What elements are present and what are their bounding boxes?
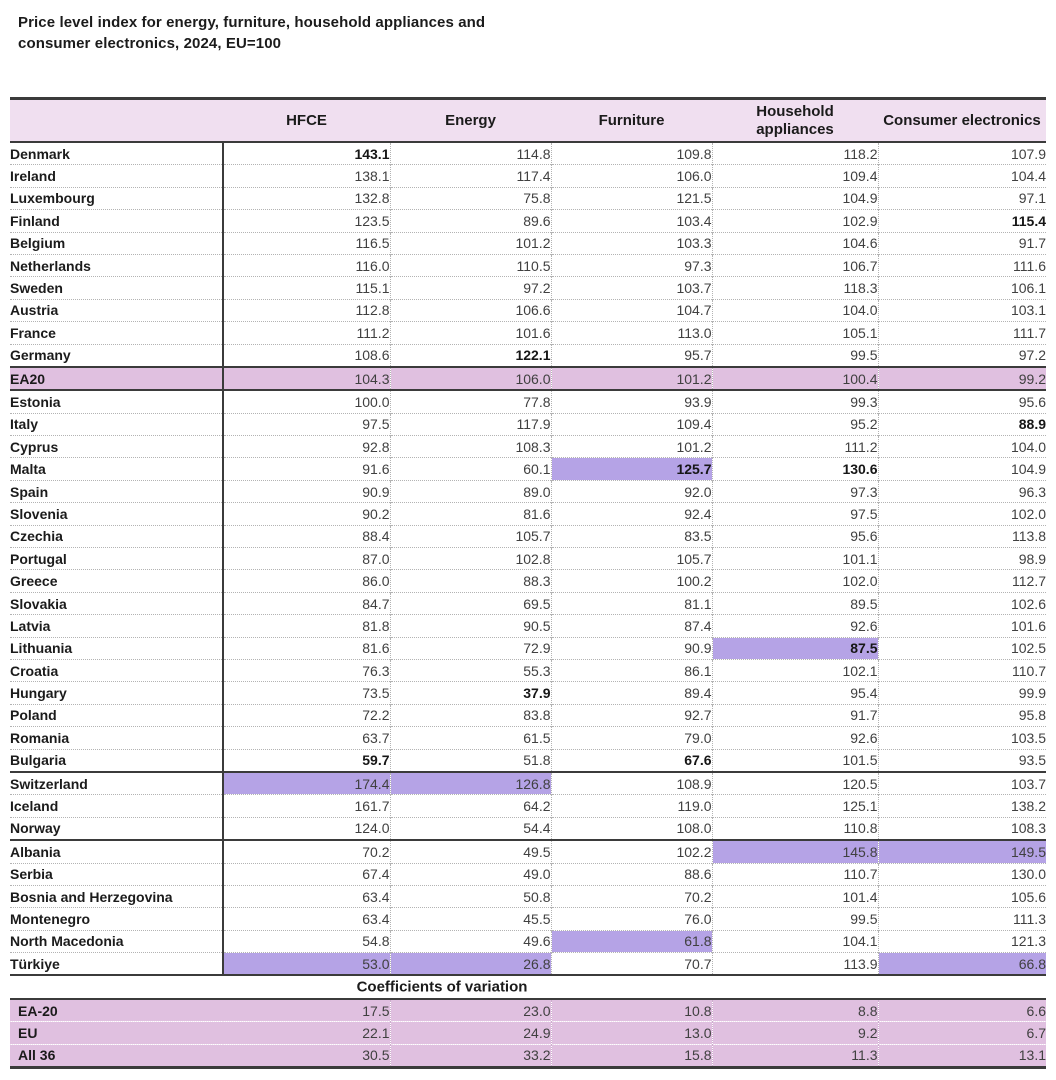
value-cell: 102.2: [551, 840, 712, 863]
country-name: Slovakia: [10, 592, 223, 614]
value-cell: 97.3: [712, 480, 878, 502]
value-cell: 132.8: [223, 187, 390, 209]
table-row-lithuania: [10, 637, 1046, 659]
value-cell: 101.1: [712, 548, 878, 570]
value-cell: 102.6: [878, 592, 1046, 614]
value-cell: 87.5: [712, 637, 878, 659]
table-row-greece: [10, 570, 1046, 592]
header-row: [10, 99, 1046, 143]
value-cell: 89.6: [390, 210, 551, 232]
value-cell: 108.3: [390, 436, 551, 458]
value-cell: 70.2: [223, 840, 390, 863]
value-cell: 109.4: [551, 413, 712, 435]
value-cell: 96.3: [878, 480, 1046, 502]
value-cell: 99.5: [712, 908, 878, 930]
value-cell: 104.3: [223, 367, 390, 390]
value-cell: 49.0: [390, 863, 551, 885]
value-cell: 97.5: [712, 503, 878, 525]
country-column-header: [10, 99, 223, 143]
value-cell: 91.6: [223, 458, 390, 480]
value-cell: 116.5: [223, 232, 390, 254]
table-row-switzerland: [10, 772, 1046, 795]
value-cell: 72.2: [223, 704, 390, 726]
value-cell: 101.4: [712, 885, 878, 907]
value-cell: 64.2: [390, 795, 551, 817]
table-row-ireland: [10, 165, 1046, 187]
table-row-poland: [10, 704, 1046, 726]
value-cell: 95.2: [712, 413, 878, 435]
value-cell: 108.6: [223, 344, 390, 367]
value-cell: 103.5: [878, 727, 1046, 749]
value-cell: 89.4: [551, 682, 712, 704]
value-cell: 106.0: [551, 165, 712, 187]
coefficients-of-variation-heading-row: [10, 975, 1046, 998]
table-row-t-rkiye: [10, 953, 1046, 976]
country-name: Croatia: [10, 659, 223, 681]
value-cell: 102.0: [712, 570, 878, 592]
value-cell: 81.1: [551, 592, 712, 614]
value-cell: 95.8: [878, 704, 1046, 726]
table-row-luxembourg: [10, 187, 1046, 209]
value-cell: 145.8: [712, 840, 878, 863]
country-name: Poland: [10, 704, 223, 726]
value-cell: 90.9: [551, 637, 712, 659]
value-cell: 97.3: [551, 254, 712, 276]
aggregate-name: EU: [10, 1022, 223, 1044]
value-cell: 63.4: [223, 885, 390, 907]
chart-title-line-1: Price level index for energy, furniture, household appliances and: [18, 14, 486, 31]
value-cell: 104.4: [878, 165, 1046, 187]
value-cell: 104.0: [712, 299, 878, 321]
value-cell: 101.2: [551, 367, 712, 390]
table-row-montenegro: [10, 908, 1046, 930]
table-row-czechia: [10, 525, 1046, 547]
country-name: Sweden: [10, 277, 223, 299]
value-cell: 113.0: [551, 322, 712, 344]
cov-value-cell: 6.7: [878, 1022, 1046, 1044]
table-row-portugal: [10, 548, 1046, 570]
value-cell: 100.4: [712, 367, 878, 390]
value-cell: 103.4: [551, 210, 712, 232]
table-row-austria: [10, 299, 1046, 321]
value-cell: 111.2: [712, 436, 878, 458]
value-cell: 111.7: [878, 322, 1046, 344]
table-row-belgium: [10, 232, 1046, 254]
value-cell: 105.7: [551, 548, 712, 570]
country-name: Switzerland: [10, 772, 223, 795]
country-name: Montenegro: [10, 908, 223, 930]
cov-value-cell: 9.2: [712, 1022, 878, 1044]
value-cell: 63.4: [223, 908, 390, 930]
column-header-household-appliances: Household appliances: [712, 99, 878, 143]
cov-value-cell: 13.1: [878, 1044, 1046, 1067]
value-cell: 89.5: [712, 592, 878, 614]
cov-value-cell: 22.1: [223, 1022, 390, 1044]
cov-value-cell: 6.6: [878, 999, 1046, 1022]
value-cell: 103.3: [551, 232, 712, 254]
value-cell: 92.6: [712, 727, 878, 749]
value-cell: 87.4: [551, 615, 712, 637]
table-row-norway: [10, 817, 1046, 840]
value-cell: 121.3: [878, 930, 1046, 952]
value-cell: 61.5: [390, 727, 551, 749]
value-cell: 101.6: [878, 615, 1046, 637]
value-cell: 116.0: [223, 254, 390, 276]
value-cell: 130.0: [878, 863, 1046, 885]
country-name: Greece: [10, 570, 223, 592]
value-cell: 61.8: [551, 930, 712, 952]
country-name: Romania: [10, 727, 223, 749]
value-cell: 95.4: [712, 682, 878, 704]
value-cell: 75.8: [390, 187, 551, 209]
table-row-latvia: [10, 615, 1046, 637]
table-row-croatia: [10, 659, 1046, 681]
value-cell: 111.3: [878, 908, 1046, 930]
aggregate-name: All 36: [10, 1044, 223, 1067]
table-row-hungary: [10, 682, 1046, 704]
cov-row-all-36: [10, 1044, 1046, 1067]
table-row-albania: [10, 840, 1046, 863]
value-cell: 143.1: [354, 145, 390, 162]
value-cell: 101.6: [390, 322, 551, 344]
value-cell: 104.7: [551, 299, 712, 321]
value-cell: 99.2: [878, 367, 1046, 390]
value-cell: 83.8: [390, 704, 551, 726]
table-row-italy: [10, 413, 1046, 435]
value-cell: 105.6: [878, 885, 1046, 907]
country-name: Latvia: [10, 615, 223, 637]
value-cell: 45.5: [390, 908, 551, 930]
country-name: Albania: [10, 840, 223, 863]
value-cell: 105.7: [390, 525, 551, 547]
price-level-index-table: [10, 97, 1046, 1069]
value-cell: 76.0: [551, 908, 712, 930]
value-cell: 115.4: [878, 210, 1046, 232]
value-cell: 81.6: [390, 503, 551, 525]
value-cell: 99.9: [878, 682, 1046, 704]
value-cell: 110.7: [878, 659, 1046, 681]
value-cell: 55.3: [390, 659, 551, 681]
country-name: Cyprus: [10, 436, 223, 458]
cov-row-eu: [10, 1022, 1046, 1044]
value-cell: 125.1: [712, 795, 878, 817]
country-name: EA20: [10, 367, 223, 390]
value-cell: 67.4: [223, 863, 390, 885]
value-cell: 110.8: [712, 817, 878, 840]
value-cell: 104.6: [712, 232, 878, 254]
country-name: Iceland: [10, 795, 223, 817]
value-cell: 93.5: [878, 749, 1046, 772]
column-header-furniture: Furniture: [551, 99, 712, 143]
value-cell: 99.5: [712, 344, 878, 367]
cov-value-cell: 17.5: [223, 999, 390, 1022]
value-cell: 97.2: [878, 344, 1046, 367]
cov-value-cell: 13.0: [551, 1022, 712, 1044]
table-row-slovenia: [10, 503, 1046, 525]
country-name: Denmark: [10, 142, 223, 165]
value-cell: 102.9: [712, 210, 878, 232]
value-cell: 60.1: [390, 458, 551, 480]
value-cell: 93.9: [551, 390, 712, 413]
value-cell: 121.5: [551, 187, 712, 209]
column-header-energy: Energy: [390, 99, 551, 143]
table-body: [10, 142, 1046, 1068]
coefficients-of-variation-heading-cell: [10, 975, 1046, 998]
value-cell: 91.7: [712, 704, 878, 726]
value-cell: 130.6: [712, 458, 878, 480]
value-cell: 115.1: [223, 277, 390, 299]
value-cell: 110.5: [390, 254, 551, 276]
value-cell: 103.1: [878, 299, 1046, 321]
value-cell: 111.2: [223, 322, 390, 344]
value-cell: 120.5: [712, 772, 878, 795]
value-cell: 119.0: [551, 795, 712, 817]
value-cell: 70.2: [551, 885, 712, 907]
value-cell: 125.7: [551, 458, 712, 480]
value-cell: 88.9: [878, 413, 1046, 435]
value-cell: 104.1: [712, 930, 878, 952]
value-cell: 104.9: [712, 187, 878, 209]
value-cell: 97.5: [223, 413, 390, 435]
value-cell: 95.6: [878, 390, 1046, 413]
value-cell: 86.0: [223, 570, 390, 592]
value-cell: 102.0: [878, 503, 1046, 525]
value-cell: 104.0: [878, 436, 1046, 458]
value-cell: 103.7: [551, 277, 712, 299]
value-cell: 49.6: [390, 930, 551, 952]
value-cell: 91.7: [878, 232, 1046, 254]
table-row-finland: [10, 210, 1046, 232]
value-cell: 90.9: [223, 480, 390, 502]
value-cell: 112.8: [223, 299, 390, 321]
value-cell: 113.8: [878, 525, 1046, 547]
value-cell: 87.0: [223, 548, 390, 570]
country-name: Serbia: [10, 863, 223, 885]
value-cell: 97.1: [878, 187, 1046, 209]
country-name: Estonia: [10, 390, 223, 413]
value-cell: 90.5: [390, 615, 551, 637]
value-cell: 103.7: [878, 772, 1046, 795]
value-cell: 149.5: [878, 840, 1046, 863]
country-name: Austria: [10, 299, 223, 321]
value-cell: 100.0: [223, 390, 390, 413]
aggregate-name: EA-20: [10, 999, 223, 1022]
cov-value-cell: 33.2: [390, 1044, 551, 1067]
value-cell: 70.7: [551, 953, 712, 976]
value-cell: 111.6: [878, 254, 1046, 276]
chart-title: [18, 12, 485, 54]
table-row-romania: [10, 727, 1046, 749]
value-cell: 98.9: [878, 548, 1046, 570]
value-cell: 83.5: [551, 525, 712, 547]
value-cell: 49.5: [390, 840, 551, 863]
table-row-cyprus: [10, 436, 1046, 458]
table-row-ea20: [10, 367, 1046, 390]
country-name: Italy: [10, 413, 223, 435]
value-cell: 174.4: [223, 772, 390, 795]
value-cell: 95.6: [712, 525, 878, 547]
country-name: Luxembourg: [10, 187, 223, 209]
country-name: France: [10, 322, 223, 344]
value-cell: 79.0: [551, 727, 712, 749]
value-cell: 88.4: [223, 525, 390, 547]
country-name: Spain: [10, 480, 223, 502]
value-cell: 51.8: [390, 749, 551, 772]
value-cell: 108.3: [878, 817, 1046, 840]
value-cell: 92.4: [551, 503, 712, 525]
country-name: Netherlands: [10, 254, 223, 276]
country-name: Belgium: [10, 232, 223, 254]
value-cell: 101.2: [551, 436, 712, 458]
value-cell: 66.8: [878, 953, 1046, 976]
table-row-denmark: [10, 142, 1046, 165]
value-cell: 69.5: [390, 592, 551, 614]
country-name: Bosnia and Herzegovina: [10, 885, 223, 907]
value-cell: 102.1: [712, 659, 878, 681]
value-cell: 73.5: [223, 682, 390, 704]
country-name: Türkiye: [10, 953, 223, 976]
country-name: Norway: [10, 817, 223, 840]
column-header-consumer-electronics: Consumer electronics: [878, 99, 1046, 143]
value-cell: 124.0: [223, 817, 390, 840]
table-row-slovakia: [10, 592, 1046, 614]
table-row-bulgaria: [10, 749, 1046, 772]
cov-value-cell: 11.3: [712, 1044, 878, 1067]
value-cell: 113.9: [712, 953, 878, 976]
country-name: Ireland: [10, 165, 223, 187]
value-cell: 126.8: [390, 772, 551, 795]
value-cell: 102.8: [390, 548, 551, 570]
value-cell: 77.8: [390, 390, 551, 413]
value-cell: 108.0: [551, 817, 712, 840]
value-cell: 109.4: [712, 165, 878, 187]
value-cell: 109.8: [551, 142, 712, 165]
value-cell: 76.3: [223, 659, 390, 681]
value-cell: 92.7: [551, 704, 712, 726]
table-row-estonia: [10, 390, 1046, 413]
value-cell: 63.7: [223, 727, 390, 749]
value-cell: 86.1: [551, 659, 712, 681]
country-name: Lithuania: [10, 637, 223, 659]
value-cell: 92.8: [223, 436, 390, 458]
value-cell: 84.7: [223, 592, 390, 614]
value-cell: 118.3: [712, 277, 878, 299]
value-cell: 117.9: [390, 413, 551, 435]
value-cell: 106.7: [712, 254, 878, 276]
value-cell: 92.0: [551, 480, 712, 502]
value-cell: 106.6: [390, 299, 551, 321]
value-cell: 37.9: [390, 682, 551, 704]
value-cell: 89.0: [390, 480, 551, 502]
value-cell: 53.0: [223, 953, 390, 976]
cov-value-cell: 23.0: [390, 999, 551, 1022]
table-row-malta: [10, 458, 1046, 480]
value-cell: 101.2: [390, 232, 551, 254]
value-cell: 90.2: [223, 503, 390, 525]
value-cell: 92.6: [712, 615, 878, 637]
value-cell: 95.7: [551, 344, 712, 367]
value-cell: 138.2: [878, 795, 1046, 817]
cov-row-ea-20: [10, 999, 1046, 1022]
value-cell: 67.6: [551, 749, 712, 772]
value-cell: 117.4: [390, 165, 551, 187]
value-cell: 106.0: [390, 367, 551, 390]
value-cell: 108.9: [551, 772, 712, 795]
table-row-iceland: [10, 795, 1046, 817]
value-cell: 54.8: [223, 930, 390, 952]
value-cell: 88.6: [551, 863, 712, 885]
value-cell: 99.3: [712, 390, 878, 413]
country-name: Bulgaria: [10, 749, 223, 772]
country-name: Germany: [10, 344, 223, 367]
table-row-france: [10, 322, 1046, 344]
value-cell: 104.9: [878, 458, 1046, 480]
value-cell: 54.4: [390, 817, 551, 840]
value-cell: 123.5: [223, 210, 390, 232]
value-cell: 81.8: [223, 615, 390, 637]
value-cell: 105.1: [712, 322, 878, 344]
cov-value-cell: 8.8: [712, 999, 878, 1022]
cov-value-cell: 10.8: [551, 999, 712, 1022]
value-cell: 118.2: [712, 142, 878, 165]
chart-title-line-2: consumer electronics, 2024, EU=100: [18, 35, 282, 52]
table-row-bosnia-and-herzegovina: [10, 885, 1046, 907]
country-name: Slovenia: [10, 503, 223, 525]
value-cell: 102.5: [878, 637, 1046, 659]
table-row-netherlands: [10, 254, 1046, 276]
value-cell: 107.9: [878, 142, 1046, 165]
country-name: North Macedonia: [10, 930, 223, 952]
country-name: Hungary: [10, 682, 223, 704]
cov-value-cell: 15.8: [551, 1044, 712, 1067]
value-cell: 122.1: [390, 344, 551, 367]
value-cell: 110.7: [712, 863, 878, 885]
column-header-hfce: HFCE: [223, 99, 390, 143]
value-cell: 161.7: [223, 795, 390, 817]
value-cell: 81.6: [223, 637, 390, 659]
table-row-spain: [10, 480, 1046, 502]
value-cell: 100.2: [551, 570, 712, 592]
country-name: Malta: [10, 458, 223, 480]
table-row-germany: [10, 344, 1046, 367]
country-name: Portugal: [10, 548, 223, 570]
value-cell: 88.3: [390, 570, 551, 592]
value-cell: 72.9: [390, 637, 551, 659]
value-cell: 101.5: [712, 749, 878, 772]
cov-value-cell: 30.5: [223, 1044, 390, 1067]
value-cell: 50.8: [390, 885, 551, 907]
value-cell: 26.8: [390, 953, 551, 976]
table-row-serbia: [10, 863, 1046, 885]
country-name: Finland: [10, 210, 223, 232]
value-cell: 114.8: [390, 142, 551, 165]
table-row-north-macedonia: [10, 930, 1046, 952]
cov-value-cell: 24.9: [390, 1022, 551, 1044]
value-cell: 106.1: [878, 277, 1046, 299]
value-cell: 138.1: [223, 165, 390, 187]
value-cell: 59.7: [223, 749, 390, 772]
country-name: Czechia: [10, 525, 223, 547]
value-cell: 97.2: [390, 277, 551, 299]
table-row-sweden: [10, 277, 1046, 299]
coefficients-of-variation-heading: Coefficients of variation: [356, 978, 528, 996]
value-cell: 112.7: [878, 570, 1046, 592]
